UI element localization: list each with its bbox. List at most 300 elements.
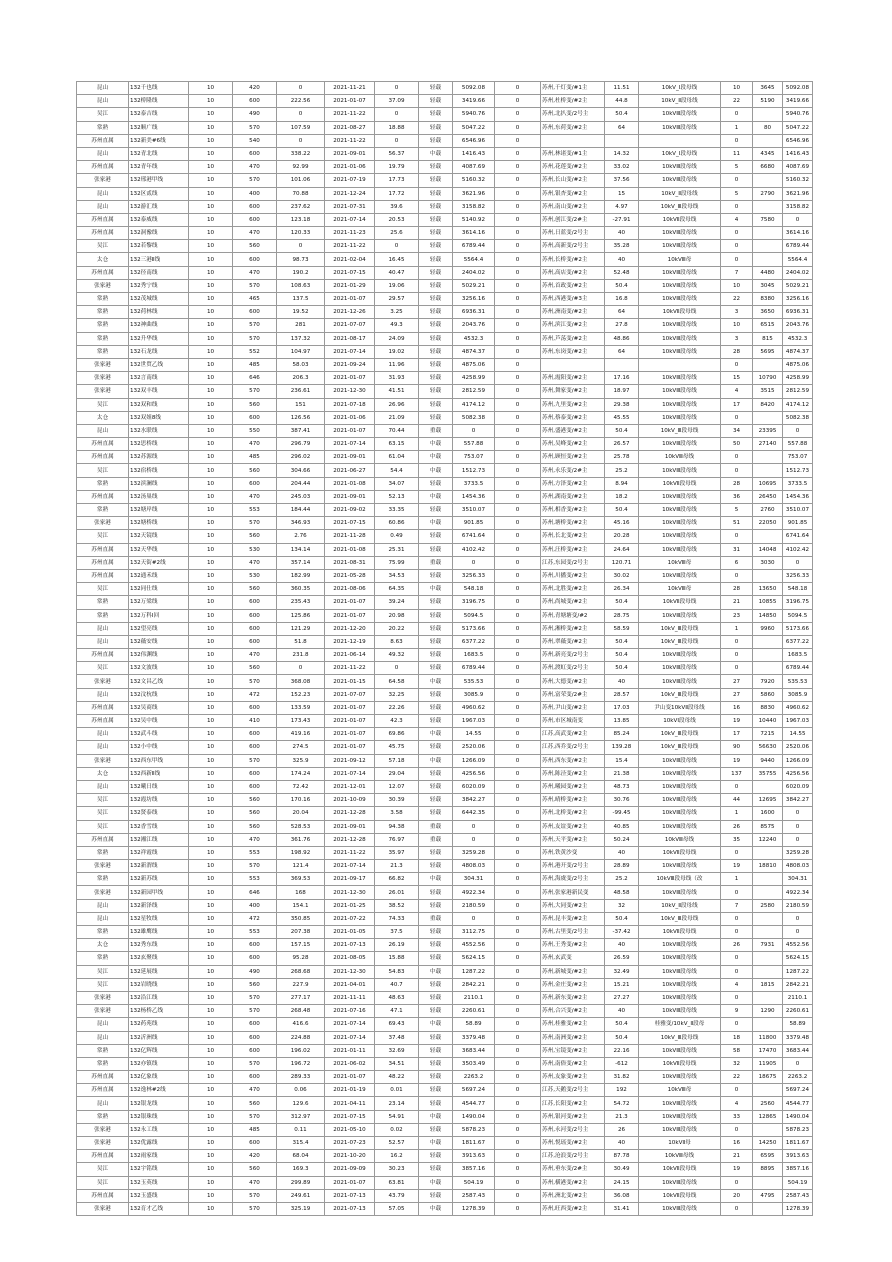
- cell-capacity: 570: [233, 860, 277, 873]
- cell-sub-value: 50.4: [605, 662, 639, 675]
- cell-volume: [753, 451, 783, 464]
- cell-sub-value: 35.28: [605, 240, 639, 253]
- cell-spare-capacity: 3913.63: [453, 1150, 495, 1163]
- cell-load-rate: 25.6: [375, 227, 419, 240]
- cell-sub-value: 28.75: [605, 609, 639, 622]
- cell-voltage: 10: [189, 95, 233, 108]
- cell-count: 4: [721, 978, 753, 991]
- cell-substation: 苏州,永乐变/2#主: [541, 464, 605, 477]
- cell-volume: [753, 200, 783, 213]
- cell-current-load: 268.48: [277, 1005, 325, 1018]
- cell-load-status: 轻载: [419, 886, 453, 899]
- cell-final-capacity: 3158.82: [783, 200, 813, 213]
- cell-line-name: 132西东甲线: [129, 754, 189, 767]
- cell-sub-value: 50.4: [605, 504, 639, 517]
- cell-final-capacity: 1266.09: [783, 754, 813, 767]
- cell-col-zero: 0: [495, 161, 541, 174]
- cell-voltage: 10: [189, 1057, 233, 1070]
- cell-load-rate: 31.93: [375, 372, 419, 385]
- cell-busbar: 10kVⅢ段母线: [639, 820, 721, 833]
- cell-volume: 13650: [753, 583, 783, 596]
- cell-line-name: 132茂城线: [129, 293, 189, 306]
- cell-col-zero: 0: [495, 794, 541, 807]
- cell-busbar: 10kVⅡ段母线: [639, 1163, 721, 1176]
- cell-final-capacity: 3913.63: [783, 1150, 813, 1163]
- cell-spare-capacity: 5160.32: [453, 174, 495, 187]
- cell-capacity: 530: [233, 543, 277, 556]
- cell-voltage: 10: [189, 1189, 233, 1202]
- cell-load-status: 轻载: [419, 174, 453, 187]
- cell-capacity: 553: [233, 926, 277, 939]
- cell-load-rate: 37.48: [375, 1031, 419, 1044]
- cell-final-capacity: 3733.5: [783, 477, 813, 490]
- cell-district: 苏州直属: [77, 266, 129, 279]
- cell-busbar: 10kV_Ⅱ段母线: [639, 95, 721, 108]
- cell-substation: [541, 134, 605, 147]
- cell-line-name: 132宇铭线: [129, 1163, 189, 1176]
- cell-voltage: 10: [189, 622, 233, 635]
- cell-final-capacity: 0: [783, 424, 813, 437]
- cell-final-capacity: 901.85: [783, 517, 813, 530]
- cell-load-rate: 52.57: [375, 1137, 419, 1150]
- cell-load-rate: 3.25: [375, 306, 419, 319]
- cell-count: 0: [721, 569, 753, 582]
- cell-voltage: 10: [189, 556, 233, 569]
- cell-date: 2021-07-13: [325, 1202, 375, 1215]
- table-row: [77, 1123, 813, 1136]
- cell-load-status: 轻载: [419, 952, 453, 965]
- cell-district: 苏州直属: [77, 1071, 129, 1084]
- cell-capacity: 490: [233, 108, 277, 121]
- cell-volume: 1600: [753, 807, 783, 820]
- cell-current-load: 107.59: [277, 121, 325, 134]
- cell-load-status: 中载: [419, 451, 453, 464]
- cell-volume: 6515: [753, 319, 783, 332]
- cell-busbar: 10kVⅢ母: [639, 583, 721, 596]
- cell-district: 常熟: [77, 846, 129, 859]
- cell-district: 吴江: [77, 794, 129, 807]
- cell-line-name: 132汶杭线: [129, 688, 189, 701]
- cell-district: 昆山: [77, 1018, 129, 1031]
- cell-spare-capacity: 1811.67: [453, 1137, 495, 1150]
- cell-col-zero: 0: [495, 174, 541, 187]
- cell-busbar: 10kVⅢ段母线: [639, 1176, 721, 1189]
- cell-voltage: 10: [189, 767, 233, 780]
- cell-col-zero: 0: [495, 1137, 541, 1150]
- cell-load-status: 轻载: [419, 991, 453, 1004]
- cell-date: 2021-09-01: [325, 147, 375, 160]
- table-row: [77, 688, 813, 701]
- cell-voltage: 10: [189, 688, 233, 701]
- cell-load-rate: 17.73: [375, 174, 419, 187]
- cell-date: 2021-07-15: [325, 266, 375, 279]
- cell-final-capacity: 3419.66: [783, 95, 813, 108]
- cell-line-name: 132药苑线: [129, 1018, 189, 1031]
- cell-voltage: 10: [189, 728, 233, 741]
- cell-substation: 苏州,天平变/#2主: [541, 833, 605, 846]
- cell-volume: [753, 780, 783, 793]
- cell-capacity: 485: [233, 358, 277, 371]
- cell-substation: 苏州,北桥变/#2主: [541, 807, 605, 820]
- cell-sub-value: 30.76: [605, 794, 639, 807]
- cell-sub-value: 50.4: [605, 424, 639, 437]
- cell-voltage: 10: [189, 319, 233, 332]
- cell-capacity: 465: [233, 293, 277, 306]
- cell-final-capacity: 2180.59: [783, 899, 813, 912]
- cell-date: 2021-08-27: [325, 121, 375, 134]
- cell-date: 2021-09-12: [325, 754, 375, 767]
- cell-date: 2021-07-14: [325, 345, 375, 358]
- cell-line-name: 132塘桥线: [129, 517, 189, 530]
- cell-capacity: 646: [233, 372, 277, 385]
- cell-load-status: 中载: [419, 728, 453, 741]
- cell-line-name: 132优露线: [129, 1137, 189, 1150]
- cell-capacity: 600: [233, 1031, 277, 1044]
- cell-col-zero: 0: [495, 1084, 541, 1097]
- cell-load-rate: 8.63: [375, 635, 419, 648]
- cell-capacity: 560: [233, 807, 277, 820]
- cell-current-load: 121.4: [277, 860, 325, 873]
- cell-final-capacity: 1683.5: [783, 649, 813, 662]
- cell-line-name: 132塘岸线: [129, 504, 189, 517]
- cell-current-load: 368.08: [277, 675, 325, 688]
- cell-substation: 苏州,日蓝变/2号主: [541, 227, 605, 240]
- cell-spare-capacity: 5140.92: [453, 213, 495, 226]
- cell-load-status: 轻载: [419, 1084, 453, 1097]
- cell-line-name: 132苏源线: [129, 451, 189, 464]
- cell-load-status: 轻载: [419, 1163, 453, 1176]
- cell-sub-value: 52.48: [605, 266, 639, 279]
- cell-col-zero: 0: [495, 767, 541, 780]
- cell-load-status: 轻载: [419, 411, 453, 424]
- cell-voltage: 10: [189, 873, 233, 886]
- cell-busbar: 10kVⅢ段母线: [639, 569, 721, 582]
- cell-substation: 苏州,旺西变/#2主: [541, 1202, 605, 1215]
- cell-load-rate: 56.37: [375, 147, 419, 160]
- cell-district: 张家港: [77, 174, 129, 187]
- cell-date: 2021-11-22: [325, 108, 375, 121]
- cell-line-name: 132汤巢线: [129, 490, 189, 503]
- cell-volume: [753, 1018, 783, 1031]
- table-row: [77, 622, 813, 635]
- cell-load-rate: 11.96: [375, 358, 419, 371]
- cell-sub-value: 16.8: [605, 293, 639, 306]
- cell-final-capacity: 0: [783, 1057, 813, 1070]
- cell-col-zero: 0: [495, 293, 541, 306]
- cell-volume: [753, 530, 783, 543]
- cell-sub-value: 26.34: [605, 583, 639, 596]
- cell-substation: 苏州,王秀变/#2主: [541, 939, 605, 952]
- cell-district: 苏州直属: [77, 134, 129, 147]
- cell-current-load: 204.44: [277, 477, 325, 490]
- cell-date: 2021-12-19: [325, 635, 375, 648]
- cell-capacity: 570: [233, 174, 277, 187]
- cell-sub-value: 64: [605, 306, 639, 319]
- cell-substation: 苏州,玄武变: [541, 952, 605, 965]
- cell-capacity: 530: [233, 569, 277, 582]
- cell-spare-capacity: 2812.59: [453, 385, 495, 398]
- cell-volume: 18810: [753, 860, 783, 873]
- cell-volume: [753, 965, 783, 978]
- cell-busbar: 10kVⅢ段母线: [639, 991, 721, 1004]
- cell-col-zero: 0: [495, 754, 541, 767]
- cell-date: 2021-07-31: [325, 200, 375, 213]
- cell-final-capacity: 304.31: [783, 873, 813, 886]
- cell-date: 2021-01-07: [325, 701, 375, 714]
- cell-col-zero: 0: [495, 939, 541, 952]
- cell-capacity: 420: [233, 82, 277, 95]
- cell-sub-value: 24.64: [605, 543, 639, 556]
- cell-line-name: 132宿桥线: [129, 464, 189, 477]
- cell-spare-capacity: 3733.5: [453, 477, 495, 490]
- cell-load-status: 轻载: [419, 134, 453, 147]
- cell-load-rate: 66.82: [375, 873, 419, 886]
- cell-line-name: 132岩晓线: [129, 978, 189, 991]
- cell-col-zero: 0: [495, 596, 541, 609]
- cell-current-load: 123.18: [277, 213, 325, 226]
- cell-voltage: 10: [189, 174, 233, 187]
- cell-substation: [541, 358, 605, 371]
- cell-col-zero: 0: [495, 1057, 541, 1070]
- cell-date: 2021-01-07: [325, 293, 375, 306]
- cell-substation: 苏州,花莲变/#2主: [541, 161, 605, 174]
- cell-volume: 12240: [753, 833, 783, 846]
- cell-voltage: 10: [189, 1202, 233, 1215]
- cell-district: 苏州直属: [77, 451, 129, 464]
- cell-volume: 6595: [753, 1150, 783, 1163]
- cell-spare-capacity: 4258.99: [453, 372, 495, 385]
- cell-volume: 4795: [753, 1189, 783, 1202]
- cell-busbar: 10kVⅢ段母线: [639, 662, 721, 675]
- cell-volume: 3645: [753, 82, 783, 95]
- cell-current-load: 170.16: [277, 794, 325, 807]
- cell-busbar: 10kVⅢ段母线（改: [639, 873, 721, 886]
- cell-spare-capacity: 0: [453, 833, 495, 846]
- cell-substation: 苏州,渡虹变/2号主: [541, 662, 605, 675]
- cell-volume: [753, 174, 783, 187]
- cell-busbar: 10kVⅢ段母线: [639, 332, 721, 345]
- cell-substation: 苏州,川播变/#2主: [541, 569, 605, 582]
- cell-final-capacity: 3379.48: [783, 1031, 813, 1044]
- cell-spare-capacity: 5940.76: [453, 108, 495, 121]
- cell-date: 2021-09-01: [325, 490, 375, 503]
- cell-line-name: 132贤泰线: [129, 807, 189, 820]
- cell-current-load: 19.52: [277, 306, 325, 319]
- cell-busbar: 10kVⅠ段母线: [639, 715, 721, 728]
- cell-district: 常熟: [77, 926, 129, 939]
- cell-current-load: 325.19: [277, 1202, 325, 1215]
- cell-final-capacity: 4808.03: [783, 860, 813, 873]
- cell-date: 2021-01-07: [325, 1176, 375, 1189]
- cell-line-name: 132杨桥乙线: [129, 1005, 189, 1018]
- cell-busbar: 10kVⅡ母: [639, 1137, 721, 1150]
- cell-load-rate: 26.96: [375, 398, 419, 411]
- cell-busbar: [639, 358, 721, 371]
- cell-busbar: 10kV_Ⅱ段母线: [639, 187, 721, 200]
- cell-count: 0: [721, 780, 753, 793]
- cell-busbar: 10kVⅢ段母线: [639, 1123, 721, 1136]
- cell-current-load: 104.97: [277, 345, 325, 358]
- cell-current-load: 95.28: [277, 952, 325, 965]
- cell-final-capacity: 3621.96: [783, 187, 813, 200]
- cell-sub-value: [605, 134, 639, 147]
- cell-capacity: 600: [233, 741, 277, 754]
- cell-count: 23: [721, 609, 753, 622]
- cell-line-name: 132升华线: [129, 332, 189, 345]
- cell-final-capacity: 2842.21: [783, 978, 813, 991]
- cell-voltage: 10: [189, 108, 233, 121]
- cell-load-rate: 48.22: [375, 1071, 419, 1084]
- cell-count: 0: [721, 464, 753, 477]
- cell-sub-value: 45.16: [605, 517, 639, 530]
- cell-load-rate: 52.13: [375, 490, 419, 503]
- cell-district: 常熟: [77, 873, 129, 886]
- cell-substation: 苏州,晴桥变/#2主: [541, 794, 605, 807]
- cell-substation: 苏州,垂东变/2#主: [541, 1163, 605, 1176]
- cell-busbar: 10kVⅢ母线: [639, 451, 721, 464]
- cell-col-zero: 0: [495, 385, 541, 398]
- cell-volume: 22050: [753, 517, 783, 530]
- cell-capacity: 600: [233, 147, 277, 160]
- cell-col-zero: 0: [495, 147, 541, 160]
- cell-substation: 苏州,东荷变/#2主: [541, 121, 605, 134]
- cell-volume: 17470: [753, 1044, 783, 1057]
- cell-voltage: 10: [189, 187, 233, 200]
- cell-date: 2021-12-30: [325, 965, 375, 978]
- cell-spare-capacity: 3510.07: [453, 504, 495, 517]
- cell-volume: 8830: [753, 701, 783, 714]
- cell-capacity: 560: [233, 530, 277, 543]
- cell-col-zero: 0: [495, 424, 541, 437]
- cell-count: 19: [721, 1163, 753, 1176]
- cell-voltage: 10: [189, 411, 233, 424]
- cell-substation: 江苏,长阳变/#2主: [541, 1097, 605, 1110]
- cell-final-capacity: 5092.08: [783, 82, 813, 95]
- cell-load-rate: 34.51: [375, 1057, 419, 1070]
- cell-line-name: 132延展线: [129, 965, 189, 978]
- cell-volume: 7920: [753, 675, 783, 688]
- cell-district: 张家港: [77, 385, 129, 398]
- cell-load-status: 轻载: [419, 477, 453, 490]
- cell-date: 2021-07-23: [325, 1137, 375, 1150]
- cell-count: 26: [721, 820, 753, 833]
- cell-substation: 苏州,北扒变/2号主: [541, 108, 605, 121]
- cell-current-load: 360.35: [277, 583, 325, 596]
- cell-spare-capacity: 304.31: [453, 873, 495, 886]
- cell-col-zero: 0: [495, 899, 541, 912]
- cell-volume: [753, 1123, 783, 1136]
- cell-substation: 苏州,新城变/#2主: [541, 965, 605, 978]
- table-row: [77, 1137, 813, 1150]
- cell-line-name: 132新园甲线: [129, 886, 189, 899]
- cell-date: 2021-01-07: [325, 596, 375, 609]
- cell-volume: 2560: [753, 1097, 783, 1110]
- cell-final-capacity: 548.18: [783, 583, 813, 596]
- cell-col-zero: 0: [495, 451, 541, 464]
- cell-volume: 14048: [753, 543, 783, 556]
- cell-capacity: 560: [233, 978, 277, 991]
- cell-busbar: 10kV_Ⅲ段母线: [639, 912, 721, 925]
- cell-date: 2021-07-13: [325, 1189, 375, 1202]
- cell-final-capacity: 4544.77: [783, 1097, 813, 1110]
- cell-substation: 苏州,高新变/2号主: [541, 240, 605, 253]
- cell-capacity: 560: [233, 583, 277, 596]
- cell-spare-capacity: 3621.96: [453, 187, 495, 200]
- cell-volume: 2790: [753, 187, 783, 200]
- table-row: [77, 926, 813, 939]
- cell-final-capacity: 6789.44: [783, 662, 813, 675]
- cell-capacity: 470: [233, 649, 277, 662]
- cell-final-capacity: 3842.27: [783, 794, 813, 807]
- cell-capacity: 472: [233, 688, 277, 701]
- cell-line-name: 132亿象线: [129, 1071, 189, 1084]
- cell-capacity: 490: [233, 965, 277, 978]
- cell-count: 0: [721, 411, 753, 424]
- cell-volume: 3030: [753, 556, 783, 569]
- cell-current-load: 416.6: [277, 1018, 325, 1031]
- cell-line-name: 132玉盛线: [129, 1189, 189, 1202]
- cell-date: 2021-07-15: [325, 1110, 375, 1123]
- table-row: [77, 372, 813, 385]
- cell-count: 1: [721, 807, 753, 820]
- table-row: [77, 504, 813, 517]
- cell-final-capacity: 5029.21: [783, 279, 813, 292]
- cell-final-capacity: 6546.96: [783, 134, 813, 147]
- cell-date: 2021-11-23: [325, 227, 375, 240]
- cell-substation: 苏州,洲南变/#2主: [541, 306, 605, 319]
- cell-busbar: 10kV_Ⅲ段母线: [639, 622, 721, 635]
- cell-date: 2021-07-14: [325, 767, 375, 780]
- cell-line-name: 132双姐8线: [129, 411, 189, 424]
- cell-capacity: 553: [233, 504, 277, 517]
- cell-load-status: 轻载: [419, 240, 453, 253]
- cell-final-capacity: 1454.36: [783, 490, 813, 503]
- cell-spare-capacity: 1490.04: [453, 1110, 495, 1123]
- cell-voltage: 10: [189, 1123, 233, 1136]
- cell-count: 0: [721, 1202, 753, 1215]
- cell-load-rate: 40.7: [375, 978, 419, 991]
- cell-load-status: 轻载: [419, 926, 453, 939]
- cell-volume: 7931: [753, 939, 783, 952]
- cell-sub-value: 50.4: [605, 1018, 639, 1031]
- cell-sub-value: 13.85: [605, 715, 639, 728]
- cell-volume: [753, 1176, 783, 1189]
- cell-sub-value: -27.91: [605, 213, 639, 226]
- table-row: [77, 794, 813, 807]
- cell-volume: 11905: [753, 1057, 783, 1070]
- cell-load-rate: 32.69: [375, 1044, 419, 1057]
- cell-load-status: 轻载: [419, 1097, 453, 1110]
- cell-final-capacity: 2812.59: [783, 385, 813, 398]
- cell-voltage: 10: [189, 1150, 233, 1163]
- cell-final-capacity: 6377.22: [783, 635, 813, 648]
- cell-capacity: 560: [233, 398, 277, 411]
- cell-capacity: 600: [233, 95, 277, 108]
- cell-final-capacity: 1967.03: [783, 715, 813, 728]
- cell-col-zero: 0: [495, 728, 541, 741]
- cell-busbar: 10kVⅢ段母线: [639, 794, 721, 807]
- cell-district: 常熟: [77, 332, 129, 345]
- cell-date: 2021-01-07: [325, 741, 375, 754]
- cell-busbar: 10kVⅢ段母线: [639, 517, 721, 530]
- cell-voltage: 10: [189, 1084, 233, 1097]
- cell-load-rate: 0: [375, 240, 419, 253]
- cell-load-rate: 47.1: [375, 1005, 419, 1018]
- cell-district: 苏州直属: [77, 438, 129, 451]
- cell-count: 5: [721, 161, 753, 174]
- cell-date: 2021-11-28: [325, 530, 375, 543]
- cell-district: 苏州直属: [77, 715, 129, 728]
